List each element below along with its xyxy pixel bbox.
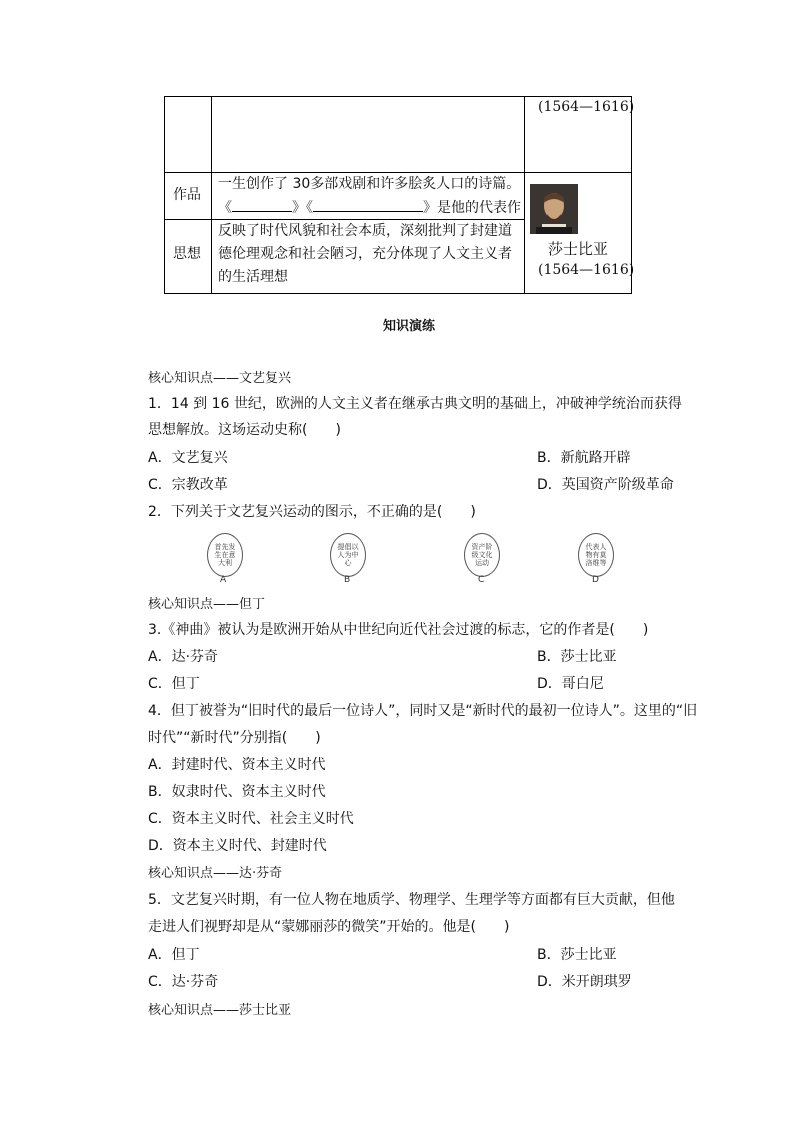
q3-line1: 3.《神曲》被认为是欧洲开始从中世纪向近代社会过渡的标志，它的作者是( ) — [148, 622, 649, 638]
row-label-thought: 思想 — [173, 246, 201, 262]
row-label-works: 作品 — [173, 187, 201, 203]
section-title: 知识演练 — [383, 319, 436, 334]
diagram-c-text: 资产阶级文化运动 — [471, 543, 493, 567]
diagram-a-label: A — [220, 575, 227, 585]
knowledge-point-heading: 核心知识点——但丁 — [148, 597, 266, 612]
q5-option-c[interactable]: C．达·芬奇 — [148, 974, 219, 990]
q5-option-a[interactable]: A．但丁 — [148, 947, 200, 963]
thought-line2: 德伦理观念和社会陋习，充分体现了人文主义者 — [218, 246, 512, 262]
thought-line3: 的生活理想 — [218, 269, 288, 285]
q5-option-d[interactable]: D．米开朗琪罗 — [537, 974, 632, 990]
q3-option-c[interactable]: C．但丁 — [148, 676, 200, 692]
q1-option-d[interactable]: D．英国资产阶级革命 — [537, 477, 674, 493]
knowledge-point-heading: 核心知识点——达·芬奇 — [148, 866, 283, 881]
q4-line1: 4．但丁被誉为“旧时代的最后一位诗人”，同时又是“新时代的最初一位诗人”。这里的“旧 — [148, 703, 698, 719]
q2-line1: 2．下列关于文艺复兴运动的图示，不正确的是( ) — [148, 504, 476, 520]
q4-option-c[interactable]: C．资本主义时代、社会主义时代 — [148, 811, 354, 827]
diagram-c[interactable] — [464, 533, 500, 577]
diagram-b-text: 提倡以人为中心 — [337, 543, 359, 567]
q5-line2: 走进人们视野却是从“蒙娜丽莎的微笑”开始的。他是( ) — [148, 919, 510, 935]
diagram-d-text: 代表人物有莫洛维等 — [585, 543, 607, 567]
q3-option-b[interactable]: B．莎士比亚 — [537, 649, 617, 665]
q4-option-a[interactable]: A．封建时代、资本主义时代 — [148, 757, 326, 773]
works-line2-suffix: 》是他的代表作 — [423, 200, 521, 216]
table-divider — [524, 172, 631, 173]
blank-field — [313, 196, 423, 212]
diagram-d-label: D — [592, 575, 599, 585]
works-line2 — [218, 196, 521, 220]
q5-line1: 5．文艺复兴时期，有一位人物在地质学、物理学、生理学等方面都有巨大贡献，但他 — [148, 892, 675, 908]
q1-line2: 思想解放。这场运动史称( ) — [148, 422, 341, 438]
diagram-a-text: 首先发生在意大利 — [214, 543, 236, 567]
q5-option-b[interactable]: B．莎士比亚 — [537, 947, 617, 963]
table-divider — [211, 96, 212, 293]
q1-line1: 1．14 到 16 世纪，欧洲的人文主义者在继承古典文明的基础上，冲破神学统治而获得 — [148, 396, 682, 412]
thought-line1: 反映了时代风貌和社会本质，深刻批判了封建道 — [218, 223, 512, 239]
diagram-b[interactable] — [330, 533, 366, 577]
diagram-c-label: C — [478, 575, 485, 585]
portrait-name: 莎士比亚 — [548, 240, 609, 258]
diagram-d[interactable] — [578, 533, 614, 577]
works-line2-prefix: 《 — [218, 200, 232, 216]
works-line2-mid: 》《 — [292, 200, 313, 216]
q1-option-b[interactable]: B．新航路开辟 — [537, 450, 631, 466]
q1-option-a[interactable]: A．文艺复兴 — [148, 450, 228, 466]
q4-line2: 时代”“新时代”分别指( ) — [148, 730, 321, 746]
knowledge-point-heading: 核心知识点——文艺复兴 — [148, 371, 292, 386]
diagram-a[interactable] — [207, 533, 243, 577]
q3-option-d[interactable]: D．哥白尼 — [537, 676, 604, 692]
q4-option-b[interactable]: B．奴隶时代、资本主义时代 — [148, 784, 326, 800]
top-cell-years: (1564—1616) — [538, 99, 635, 115]
works-line1: 一生创作了 30多部戏剧和许多脍炙人口的诗篇。 — [218, 176, 521, 192]
diagram-b-label: B — [344, 575, 351, 585]
q3-option-a[interactable]: A．达·芬奇 — [148, 649, 219, 665]
blank-field — [232, 196, 292, 212]
q1-option-c[interactable]: C．宗教改革 — [148, 477, 228, 493]
q4-option-d[interactable]: D．资本主义时代、封建时代 — [148, 838, 327, 854]
knowledge-point-heading: 核心知识点——莎士比亚 — [148, 1003, 292, 1018]
shakespeare-portrait — [530, 184, 578, 234]
portrait-years: (1564—1616) — [538, 262, 635, 278]
table-divider — [524, 96, 525, 293]
